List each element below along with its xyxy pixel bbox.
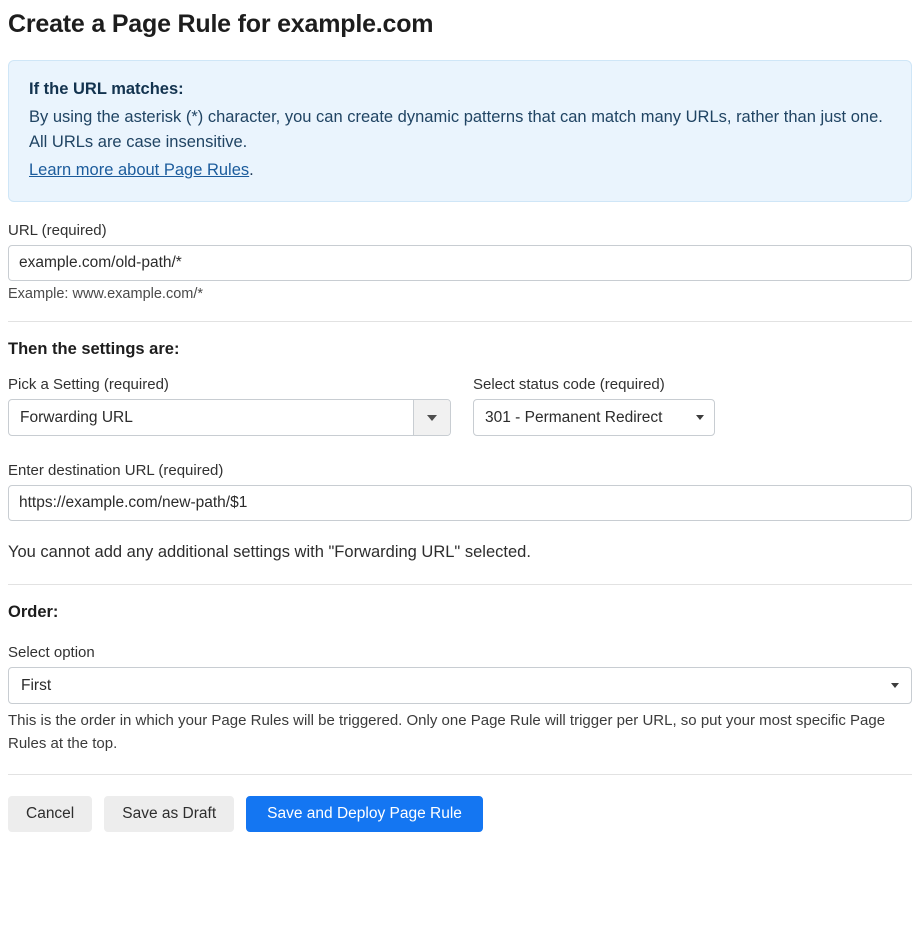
callout-title: If the URL matches: [29, 80, 184, 98]
status-code-block [473, 376, 773, 436]
status-code-label: Select status code (required) [473, 376, 665, 394]
url-field-block [8, 222, 912, 302]
pick-setting-label: Pick a Setting (required) [8, 376, 169, 394]
status-code-value: 301 - Permanent Redirect [485, 408, 663, 426]
page-title: Create a Page Rule for example.com [8, 10, 434, 38]
url-match-callout [8, 60, 912, 202]
order-select[interactable] [8, 667, 912, 704]
callout-link-row [29, 158, 891, 184]
action-buttons [8, 796, 912, 832]
cancel-button[interactable]: Cancel [8, 796, 92, 832]
chevron-down-icon [696, 415, 704, 420]
page-rule-form [0, 10, 920, 931]
chevron-down-icon [891, 683, 899, 688]
forwarding-url-note: You cannot add any additional settings with "Forwarding URL" selected. [8, 543, 531, 562]
url-helper-text: Example: www.example.com/* [8, 286, 204, 303]
order-section-title: Order: [8, 603, 59, 622]
pick-setting-value: Forwarding URL [20, 408, 133, 426]
callout-body: By using the asterisk (*) character, you can create dynamic patterns that can match many URLs, rather than just one. All URLs are case insensitive. [29, 107, 883, 152]
order-select-label: Select option [8, 644, 95, 662]
status-code-select[interactable] [473, 399, 715, 436]
divider-actions [8, 774, 912, 775]
destination-url-label: Enter destination URL (required) [8, 462, 224, 480]
order-select-block [8, 644, 912, 755]
settings-row [8, 376, 912, 436]
caret-shape [427, 415, 437, 421]
order-helper-text: This is the order in which your Page Rules will be triggered. Only one Page Rule will trigger per URL, so put your most specific Page Rules at the top. [8, 712, 886, 752]
callout-link-suffix: . [249, 160, 254, 179]
divider-settings [8, 321, 912, 322]
url-input[interactable] [8, 245, 912, 281]
destination-url-input[interactable] [8, 485, 912, 521]
pick-setting-block [8, 376, 451, 436]
url-field-label: URL (required) [8, 222, 107, 240]
settings-section-title: Then the settings are: [8, 340, 180, 359]
learn-more-link[interactable]: Learn more about Page Rules [29, 160, 250, 179]
save-and-deploy-button[interactable]: Save and Deploy Page Rule [246, 796, 483, 832]
divider-order [8, 584, 912, 585]
destination-url-block [8, 462, 912, 521]
pick-setting-select[interactable] [8, 399, 451, 436]
order-select-value: First [21, 676, 52, 694]
save-as-draft-button[interactable]: Save as Draft [104, 796, 234, 832]
chevron-down-icon[interactable] [413, 400, 450, 435]
